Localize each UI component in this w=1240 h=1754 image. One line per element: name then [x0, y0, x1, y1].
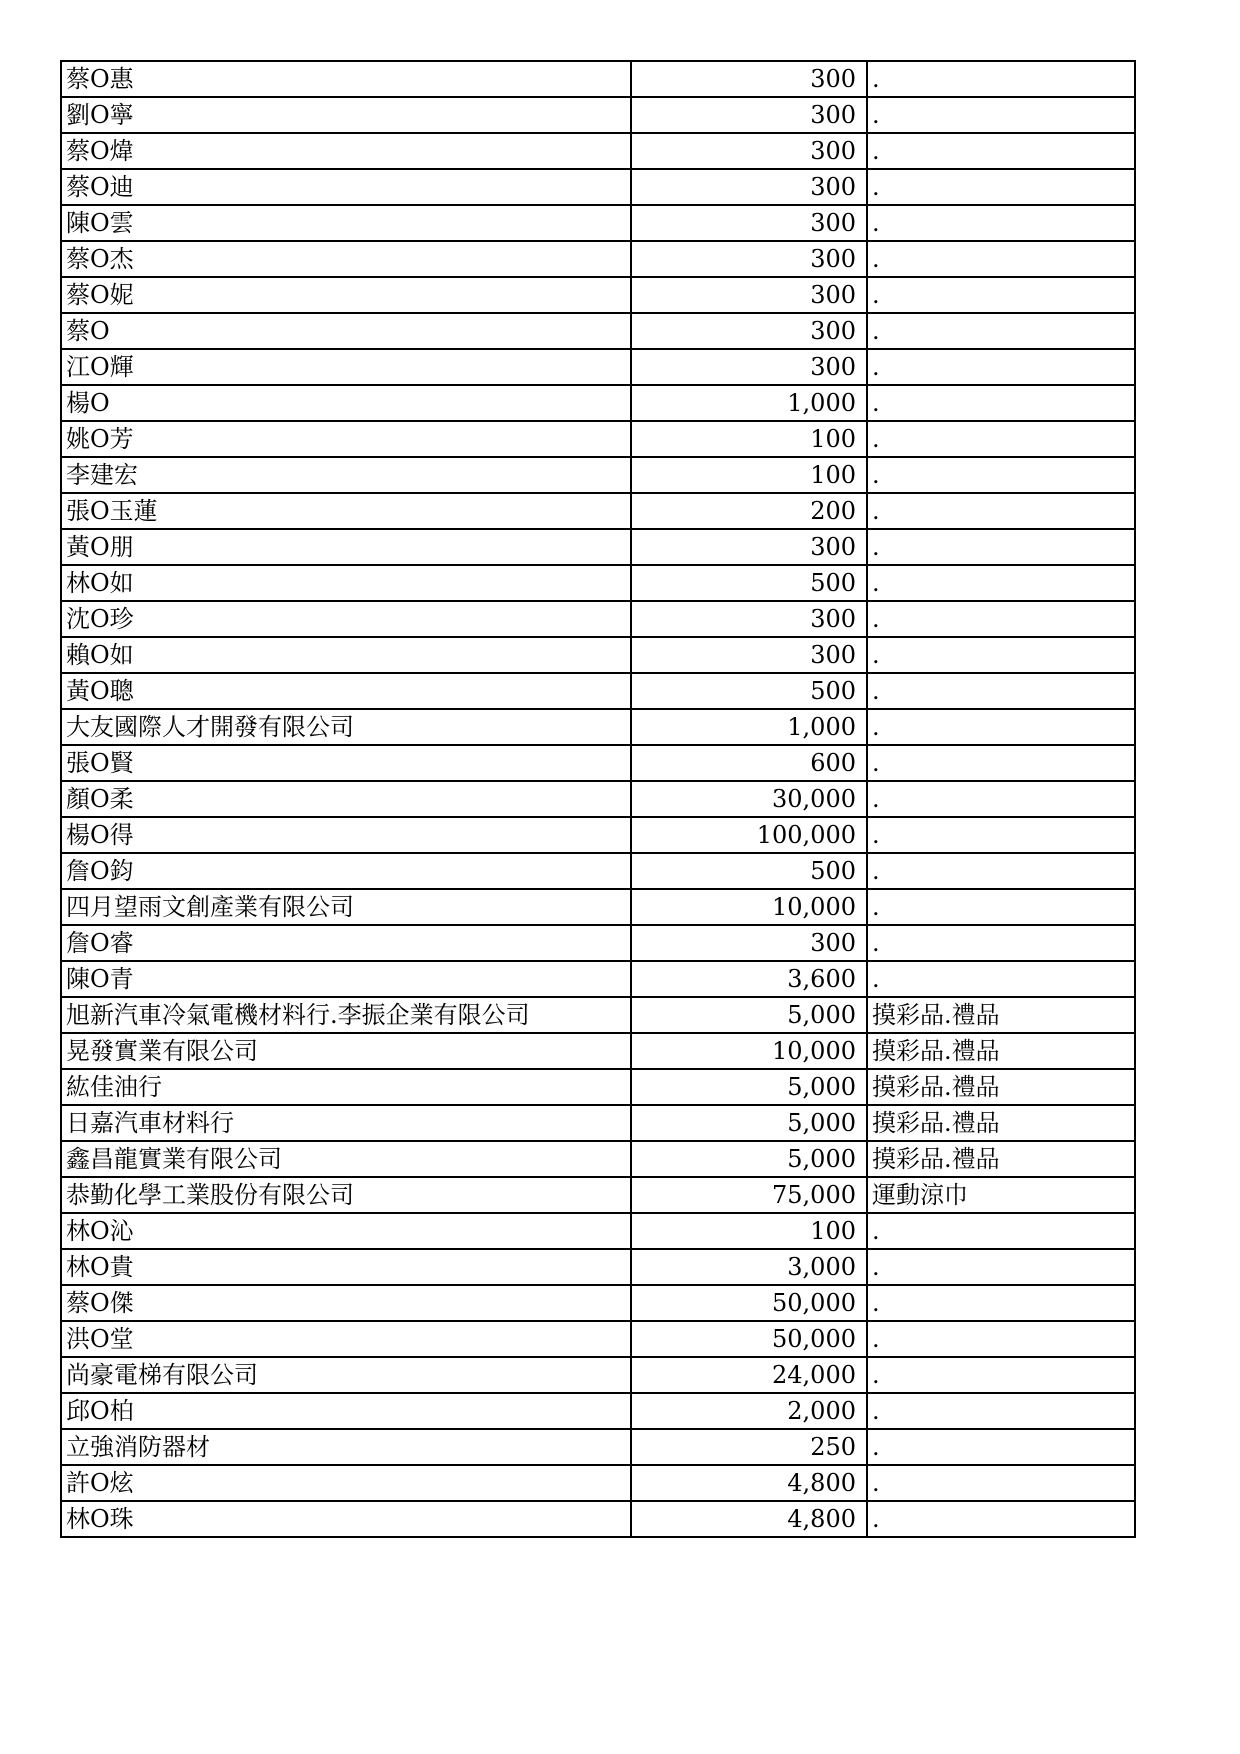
donor-name-cell: 日嘉汽車材料行: [61, 1105, 631, 1141]
donation-note-cell: .: [867, 565, 1135, 601]
donation-amount-cell: 300: [631, 61, 867, 97]
donor-name-cell: 林O如: [61, 565, 631, 601]
donation-note-cell: 摸彩品.禮品: [867, 1105, 1135, 1141]
table-row: [61, 1465, 1135, 1501]
table-row: [61, 1501, 1135, 1537]
donation-note-cell: .: [867, 1249, 1135, 1285]
donation-amount-cell: 4,800: [631, 1465, 867, 1501]
donation-amount-cell: 1,000: [631, 709, 867, 745]
donation-note-cell: .: [867, 1465, 1135, 1501]
donation-amount-cell: 300: [631, 241, 867, 277]
donation-note-cell: .: [867, 601, 1135, 637]
table-row: [61, 1105, 1135, 1141]
donor-name-cell: 李建宏: [61, 457, 631, 493]
donation-note-cell: .: [867, 1357, 1135, 1393]
donation-amount-cell: 5,000: [631, 1069, 867, 1105]
table-row: [61, 565, 1135, 601]
donation-amount-cell: 300: [631, 133, 867, 169]
donor-name-cell: 楊O: [61, 385, 631, 421]
donation-note-cell: .: [867, 1285, 1135, 1321]
donation-note-cell: .: [867, 961, 1135, 997]
donation-note-cell: .: [867, 889, 1135, 925]
donation-amount-cell: 24,000: [631, 1357, 867, 1393]
donation-amount-cell: 100: [631, 421, 867, 457]
donor-name-cell: 林O沁: [61, 1213, 631, 1249]
donation-note-cell: .: [867, 1321, 1135, 1357]
table-row: [61, 709, 1135, 745]
donation-note-cell: .: [867, 61, 1135, 97]
donor-name-cell: 姚O芳: [61, 421, 631, 457]
donation-amount-cell: 500: [631, 565, 867, 601]
donor-name-cell: 蔡O妮: [61, 277, 631, 313]
donor-name-cell: 詹O鈞: [61, 853, 631, 889]
donation-note-cell: .: [867, 1213, 1135, 1249]
table-row: [61, 745, 1135, 781]
donation-amount-cell: 3,600: [631, 961, 867, 997]
donation-amount-cell: 2,000: [631, 1393, 867, 1429]
donation-note-cell: .: [867, 277, 1135, 313]
table-row: [61, 277, 1135, 313]
donation-note-cell: 摸彩品.禮品: [867, 997, 1135, 1033]
table-row: [61, 1177, 1135, 1213]
donor-name-cell: 詹O睿: [61, 925, 631, 961]
donation-amount-cell: 100,000: [631, 817, 867, 853]
donation-note-cell: .: [867, 925, 1135, 961]
donor-name-cell: 立強消防器材: [61, 1429, 631, 1465]
donor-name-cell: 蔡O迪: [61, 169, 631, 205]
table-row: [61, 961, 1135, 997]
donation-amount-cell: 50,000: [631, 1321, 867, 1357]
table-row: [61, 925, 1135, 961]
table-row: [61, 1285, 1135, 1321]
donor-name-cell: 劉O寧: [61, 97, 631, 133]
donation-amount-cell: 3,000: [631, 1249, 867, 1285]
table-row: [61, 313, 1135, 349]
table-row: [61, 1249, 1135, 1285]
table-row: [61, 205, 1135, 241]
donor-name-cell: 沈O珍: [61, 601, 631, 637]
donation-table-body: [61, 61, 1135, 1537]
donation-amount-cell: 5,000: [631, 1141, 867, 1177]
donation-note-cell: .: [867, 709, 1135, 745]
donation-amount-cell: 300: [631, 277, 867, 313]
table-row: [61, 637, 1135, 673]
donor-name-cell: 賴O如: [61, 637, 631, 673]
donor-name-cell: 江O輝: [61, 349, 631, 385]
donation-amount-cell: 300: [631, 349, 867, 385]
donation-amount-cell: 50,000: [631, 1285, 867, 1321]
donation-note-cell: 摸彩品.禮品: [867, 1033, 1135, 1069]
donor-name-cell: 蔡O杰: [61, 241, 631, 277]
donation-amount-cell: 30,000: [631, 781, 867, 817]
table-row: [61, 169, 1135, 205]
donation-amount-cell: 75,000: [631, 1177, 867, 1213]
donation-amount-cell: 250: [631, 1429, 867, 1465]
table-row: [61, 853, 1135, 889]
table-row: [61, 1213, 1135, 1249]
table-row: [61, 61, 1135, 97]
donor-name-cell: 林O珠: [61, 1501, 631, 1537]
donor-name-cell: 洪O堂: [61, 1321, 631, 1357]
donation-note-cell: .: [867, 205, 1135, 241]
table-row: [61, 1393, 1135, 1429]
donation-note-cell: .: [867, 133, 1135, 169]
donor-name-cell: 大友國際人才開發有限公司: [61, 709, 631, 745]
donation-amount-cell: 300: [631, 205, 867, 241]
donation-note-cell: .: [867, 529, 1135, 565]
table-row: [61, 349, 1135, 385]
donation-amount-cell: 5,000: [631, 1105, 867, 1141]
donor-name-cell: 鑫昌龍實業有限公司: [61, 1141, 631, 1177]
donation-note-cell: .: [867, 457, 1135, 493]
donation-amount-cell: 200: [631, 493, 867, 529]
donation-note-cell: .: [867, 817, 1135, 853]
donor-name-cell: 四月望雨文創產業有限公司: [61, 889, 631, 925]
donation-amount-cell: 300: [631, 637, 867, 673]
donation-note-cell: .: [867, 385, 1135, 421]
donation-note-cell: .: [867, 781, 1135, 817]
donation-amount-cell: 1,000: [631, 385, 867, 421]
donor-name-cell: 顏O柔: [61, 781, 631, 817]
donor-name-cell: 黃O聰: [61, 673, 631, 709]
donor-name-cell: 陳O雲: [61, 205, 631, 241]
table-row: [61, 1357, 1135, 1393]
donation-amount-cell: 600: [631, 745, 867, 781]
donation-note-cell: .: [867, 349, 1135, 385]
donation-note-cell: 運動涼巾: [867, 1177, 1135, 1213]
donation-note-cell: .: [867, 1501, 1135, 1537]
donation-amount-cell: 500: [631, 673, 867, 709]
donation-note-cell: .: [867, 1429, 1135, 1465]
donor-name-cell: 蔡O煒: [61, 133, 631, 169]
donation-amount-cell: 300: [631, 169, 867, 205]
table-row: [61, 1141, 1135, 1177]
table-row: [61, 529, 1135, 565]
table-row: [61, 1069, 1135, 1105]
table-row: [61, 817, 1135, 853]
table-row: [61, 493, 1135, 529]
table-row: [61, 673, 1135, 709]
donation-note-cell: .: [867, 1393, 1135, 1429]
donation-note-cell: .: [867, 421, 1135, 457]
table-row: [61, 385, 1135, 421]
donation-amount-cell: 300: [631, 925, 867, 961]
donation-note-cell: .: [867, 97, 1135, 133]
table-row: [61, 133, 1135, 169]
donor-name-cell: 紘佳油行: [61, 1069, 631, 1105]
donor-name-cell: 蔡O傑: [61, 1285, 631, 1321]
donation-note-cell: .: [867, 169, 1135, 205]
table-row: [61, 97, 1135, 133]
donation-amount-cell: 300: [631, 601, 867, 637]
donation-note-cell: .: [867, 313, 1135, 349]
donation-amount-cell: 500: [631, 853, 867, 889]
donation-note-cell: .: [867, 637, 1135, 673]
table-row: [61, 457, 1135, 493]
donor-name-cell: 蔡O: [61, 313, 631, 349]
donor-name-cell: 黃O朋: [61, 529, 631, 565]
donation-note-cell: .: [867, 853, 1135, 889]
donation-amount-cell: 4,800: [631, 1501, 867, 1537]
donation-amount-cell: 100: [631, 457, 867, 493]
donation-amount-cell: 300: [631, 97, 867, 133]
donor-name-cell: 楊O得: [61, 817, 631, 853]
donor-name-cell: 邱O柏: [61, 1393, 631, 1429]
table-row: [61, 997, 1135, 1033]
donation-note-cell: 摸彩品.禮品: [867, 1069, 1135, 1105]
donation-note-cell: .: [867, 493, 1135, 529]
donor-name-cell: 張O玉蓮: [61, 493, 631, 529]
donation-amount-cell: 5,000: [631, 997, 867, 1033]
donation-amount-cell: 10,000: [631, 889, 867, 925]
table-row: [61, 421, 1135, 457]
donor-name-cell: 許O炫: [61, 1465, 631, 1501]
donation-amount-cell: 10,000: [631, 1033, 867, 1069]
table-row: [61, 241, 1135, 277]
donor-name-cell: 旭新汽車冷氣電機材料行.李振企業有限公司: [61, 997, 631, 1033]
donation-note-cell: 摸彩品.禮品: [867, 1141, 1135, 1177]
donation-note-cell: .: [867, 673, 1135, 709]
table-row: [61, 889, 1135, 925]
table-row: [61, 1321, 1135, 1357]
donor-name-cell: 蔡O惠: [61, 61, 631, 97]
donor-name-cell: 陳O青: [61, 961, 631, 997]
donation-amount-cell: 300: [631, 313, 867, 349]
donation-note-cell: .: [867, 241, 1135, 277]
donation-note-cell: .: [867, 745, 1135, 781]
donor-name-cell: 晃發實業有限公司: [61, 1033, 631, 1069]
donor-name-cell: 恭勤化學工業股份有限公司: [61, 1177, 631, 1213]
donor-name-cell: 尚豪電梯有限公司: [61, 1357, 631, 1393]
table-row: [61, 781, 1135, 817]
donation-amount-cell: 100: [631, 1213, 867, 1249]
donor-name-cell: 張O賢: [61, 745, 631, 781]
donation-table: [60, 60, 1136, 1538]
donation-amount-cell: 300: [631, 529, 867, 565]
table-row: [61, 601, 1135, 637]
donor-name-cell: 林O貴: [61, 1249, 631, 1285]
table-row: [61, 1429, 1135, 1465]
table-row: [61, 1033, 1135, 1069]
